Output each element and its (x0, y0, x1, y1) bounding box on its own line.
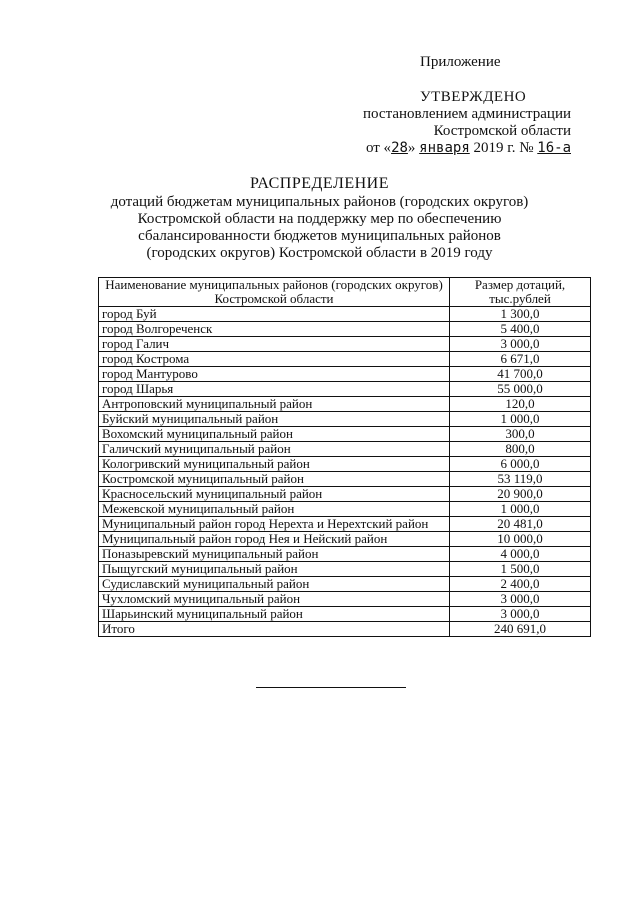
table-row (99, 562, 591, 577)
table-row (99, 517, 591, 532)
subsidy-amount: 2 400,0 (450, 577, 591, 592)
table-row (99, 367, 591, 382)
document-subtitle-line-3: сбалансированности бюджетов муниципальных районов (138, 228, 501, 244)
municipality-name: Муниципальный район город Нерехта и Нерехтский район (99, 517, 450, 532)
municipality-name: Красносельский муниципальный район (99, 487, 450, 502)
municipality-name: город Кострома (99, 352, 450, 367)
subsidy-amount: 120,0 (450, 397, 591, 412)
approval-resolution-line: постановлением администрации (363, 106, 571, 122)
subsidy-amount: 6 000,0 (450, 457, 591, 472)
table-row (99, 577, 591, 592)
column-header-amount: Размер дотаций, тыс.рублей (450, 278, 591, 307)
subsidy-amount: 1 500,0 (450, 562, 591, 577)
municipality-name: город Мантурово (99, 367, 450, 382)
subsidy-amount: 3 000,0 (450, 337, 591, 352)
document-title: РАСПРЕДЕЛЕНИЕ (250, 175, 389, 192)
municipality-name: город Шарья (99, 382, 450, 397)
municipality-name: Пыщугский муниципальный район (99, 562, 450, 577)
municipality-name: город Волгореченск (99, 322, 450, 337)
municipality-name: Чухломский муниципальный район (99, 592, 450, 607)
municipality-name: Вохомский муниципальный район (99, 427, 450, 442)
subsidy-amount: 800,0 (450, 442, 591, 457)
subsidy-amount: 20 481,0 (450, 517, 591, 532)
date-prefix: от « (365, 140, 392, 156)
subsidy-amount: 4 000,0 (450, 547, 591, 562)
subsidy-amount: 10 000,0 (450, 532, 591, 547)
subsidy-amount: 1 000,0 (450, 502, 591, 517)
municipality-name: Галичский муниципальный район (99, 442, 450, 457)
date-day: 28 (391, 140, 408, 156)
municipality-name: Межевской муниципальный район (99, 502, 450, 517)
municipality-name: Буйский муниципальный район (99, 412, 450, 427)
subsidy-amount: 41 700,0 (450, 367, 591, 382)
table-row (99, 442, 591, 457)
subsidy-amount: 5 400,0 (450, 322, 591, 337)
municipality-name: Кологривский муниципальный район (99, 457, 450, 472)
subsidy-amount: 1 000,0 (450, 412, 591, 427)
table-row (99, 502, 591, 517)
subsidy-amount: 3 000,0 (450, 607, 591, 622)
table-row (99, 592, 591, 607)
table-row (99, 382, 591, 397)
approval-authority-line: Костромской области (433, 123, 571, 139)
approval-date-line (366, 140, 571, 157)
table-row (99, 412, 591, 427)
municipality-name: Костромской муниципальный район (99, 472, 450, 487)
table-header-row (99, 278, 591, 307)
subsidy-amount: 300,0 (450, 427, 591, 442)
subsidy-amount: 53 119,0 (450, 472, 591, 487)
table-row (99, 352, 591, 367)
table-row (99, 397, 591, 412)
table-row (99, 337, 591, 352)
subsidy-table (98, 277, 591, 637)
table-row (99, 487, 591, 502)
table-row (99, 457, 591, 472)
signature-divider (256, 687, 406, 688)
table-row (99, 427, 591, 442)
date-mid: » (407, 140, 420, 156)
table-row (99, 472, 591, 487)
table-row (99, 622, 591, 637)
municipality-name: город Галич (99, 337, 450, 352)
document-subtitle-line-1: дотаций бюджетам муниципальных районов (городских округов) (110, 194, 529, 210)
appendix-label: Приложение (420, 54, 501, 70)
subsidy-amount: 1 300,0 (450, 307, 591, 322)
subsidy-amount: 240 691,0 (450, 622, 591, 637)
table-row (99, 532, 591, 547)
municipality-name: Судиславский муниципальный район (99, 577, 450, 592)
column-header-name: Наименование муниципальных районов (городских округов) Костромской области (99, 278, 450, 307)
document-number: 16-а (537, 140, 571, 156)
document-subtitle-line-2: Костромской области на поддержку мер по обеспечению (137, 211, 502, 227)
table-row (99, 607, 591, 622)
table-row (99, 307, 591, 322)
municipality-name: Итого (99, 622, 450, 637)
table-row (99, 322, 591, 337)
approved-stamp: УТВЕРЖДЕНО (420, 89, 527, 105)
subsidy-amount: 3 000,0 (450, 592, 591, 607)
municipality-name: Шарьинский муниципальный район (99, 607, 450, 622)
municipality-name: Муниципальный район город Нея и Нейский район (99, 532, 450, 547)
municipality-name: город Буй (99, 307, 450, 322)
date-month: января (419, 140, 470, 156)
document-subtitle-line-4: (городских округов) Костромской области в 2019 году (146, 245, 493, 261)
municipality-name: Антроповский муниципальный район (99, 397, 450, 412)
subsidy-amount: 6 671,0 (450, 352, 591, 367)
municipality-name: Поназыревский муниципальный район (99, 547, 450, 562)
subsidy-amount: 20 900,0 (450, 487, 591, 502)
subsidy-amount: 55 000,0 (450, 382, 591, 397)
date-year: 2019 г. № (469, 140, 538, 156)
table-row (99, 547, 591, 562)
